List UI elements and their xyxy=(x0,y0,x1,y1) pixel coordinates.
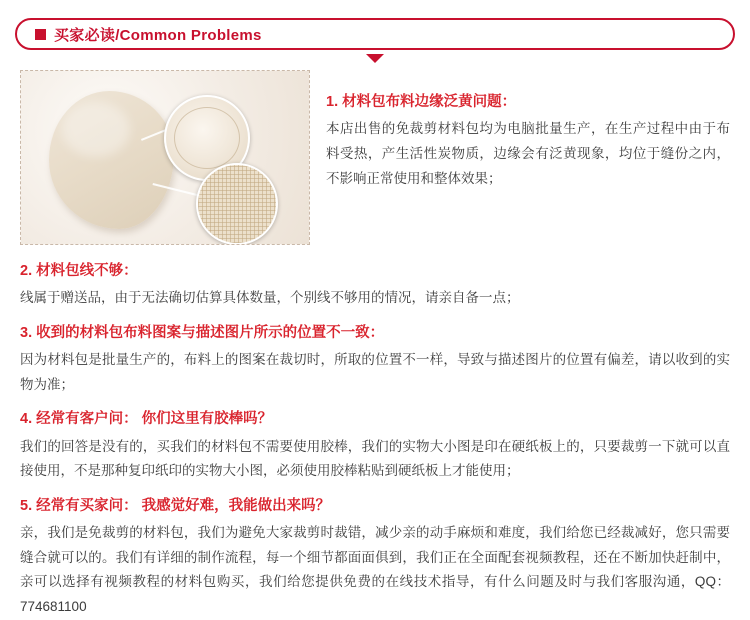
item-5-title-text: 经常有买家问： xyxy=(36,497,138,514)
item-2-number: 2. xyxy=(20,263,33,279)
square-bullet-icon xyxy=(35,29,46,40)
item-4-body: 我们的回答是没有的，买我们的材料包不需要使用胶棒，我们的实物大小图是印在硬纸板上的，只要裁剪一下就可以直接使用，不是那种复印纸印的实物大小图，必须使用胶棒粘贴到硬纸板上才能使用； xyxy=(20,438,730,479)
item-3-body: 因为材料包是批量生产的，布料上的图案在裁切时，所取的位置不一样，导致与描述图片的位置有偏差，请以收到的实物为准； xyxy=(20,352,730,392)
item-1-number: 1. xyxy=(326,94,339,110)
section-header xyxy=(15,18,735,54)
item-3-title xyxy=(20,321,730,346)
product-photo xyxy=(20,70,310,245)
zoom-detail-weave-icon xyxy=(196,163,278,245)
item-4-question-text: 你们这里有胶棒吗？ xyxy=(141,411,273,428)
item-1-title-text: 材料包布料边缘泛黄问题： xyxy=(342,94,517,110)
item-1 xyxy=(326,70,730,191)
item-4 xyxy=(20,407,730,484)
item-3-number: 3. xyxy=(20,324,33,341)
item-1-title xyxy=(326,90,730,115)
header-inner xyxy=(35,24,262,44)
page-title: 买家必读/Common Problems xyxy=(54,26,262,44)
triangle-notch-icon xyxy=(366,54,384,63)
item-5-title xyxy=(20,494,730,519)
item-2-body: 线属于赠送品，由于无法确切估算具体数量，个别线不够用的情况，请亲自备一点； xyxy=(20,290,520,306)
item-5-question-text: 我感觉好难，我能做出来吗？ xyxy=(141,497,331,514)
top-section xyxy=(20,70,730,245)
item-3-title-text: 收到的材料包布料图案与描述图片所示的位置不一致： xyxy=(36,324,385,341)
items-list xyxy=(20,259,730,620)
item-2 xyxy=(20,259,730,311)
item-2-title xyxy=(20,259,730,284)
item-4-number: 4. xyxy=(20,411,33,428)
item-4-title-text: 经常有客户问： xyxy=(36,411,138,428)
item-4-title xyxy=(20,407,730,432)
page-root xyxy=(0,18,750,614)
item-5 xyxy=(20,494,730,620)
item-2-title-text: 材料包线不够： xyxy=(36,263,138,279)
header-bar xyxy=(15,18,735,50)
item-5-body: 亲，我们是免裁剪的材料包，我们为避免大家裁剪时裁错，减少亲的动手麻烦和难度，我们给您已经裁减好，您只需要缝合就可以的。我们有详细的制作流程，每一个细节都面面俱到，我们正在全面配套视频教程，还在不断加快赶制中，亲可以选择有视频教程的材料包购买，我们给您提供免费的在线技术指导，有什么问题及时与我们客服沟通，QQ：774681100 xyxy=(20,525,730,614)
item-1-body: 本店出售的免裁剪材料包均为电脑批量生产，在生产过程中由于布料受热，产生活性炭物质，边缘会有泛黄现象，均位于缝份之内，不影响正常使用和整体效果； xyxy=(326,121,730,186)
item-5-number: 5. xyxy=(20,497,33,514)
item-3 xyxy=(20,321,730,398)
